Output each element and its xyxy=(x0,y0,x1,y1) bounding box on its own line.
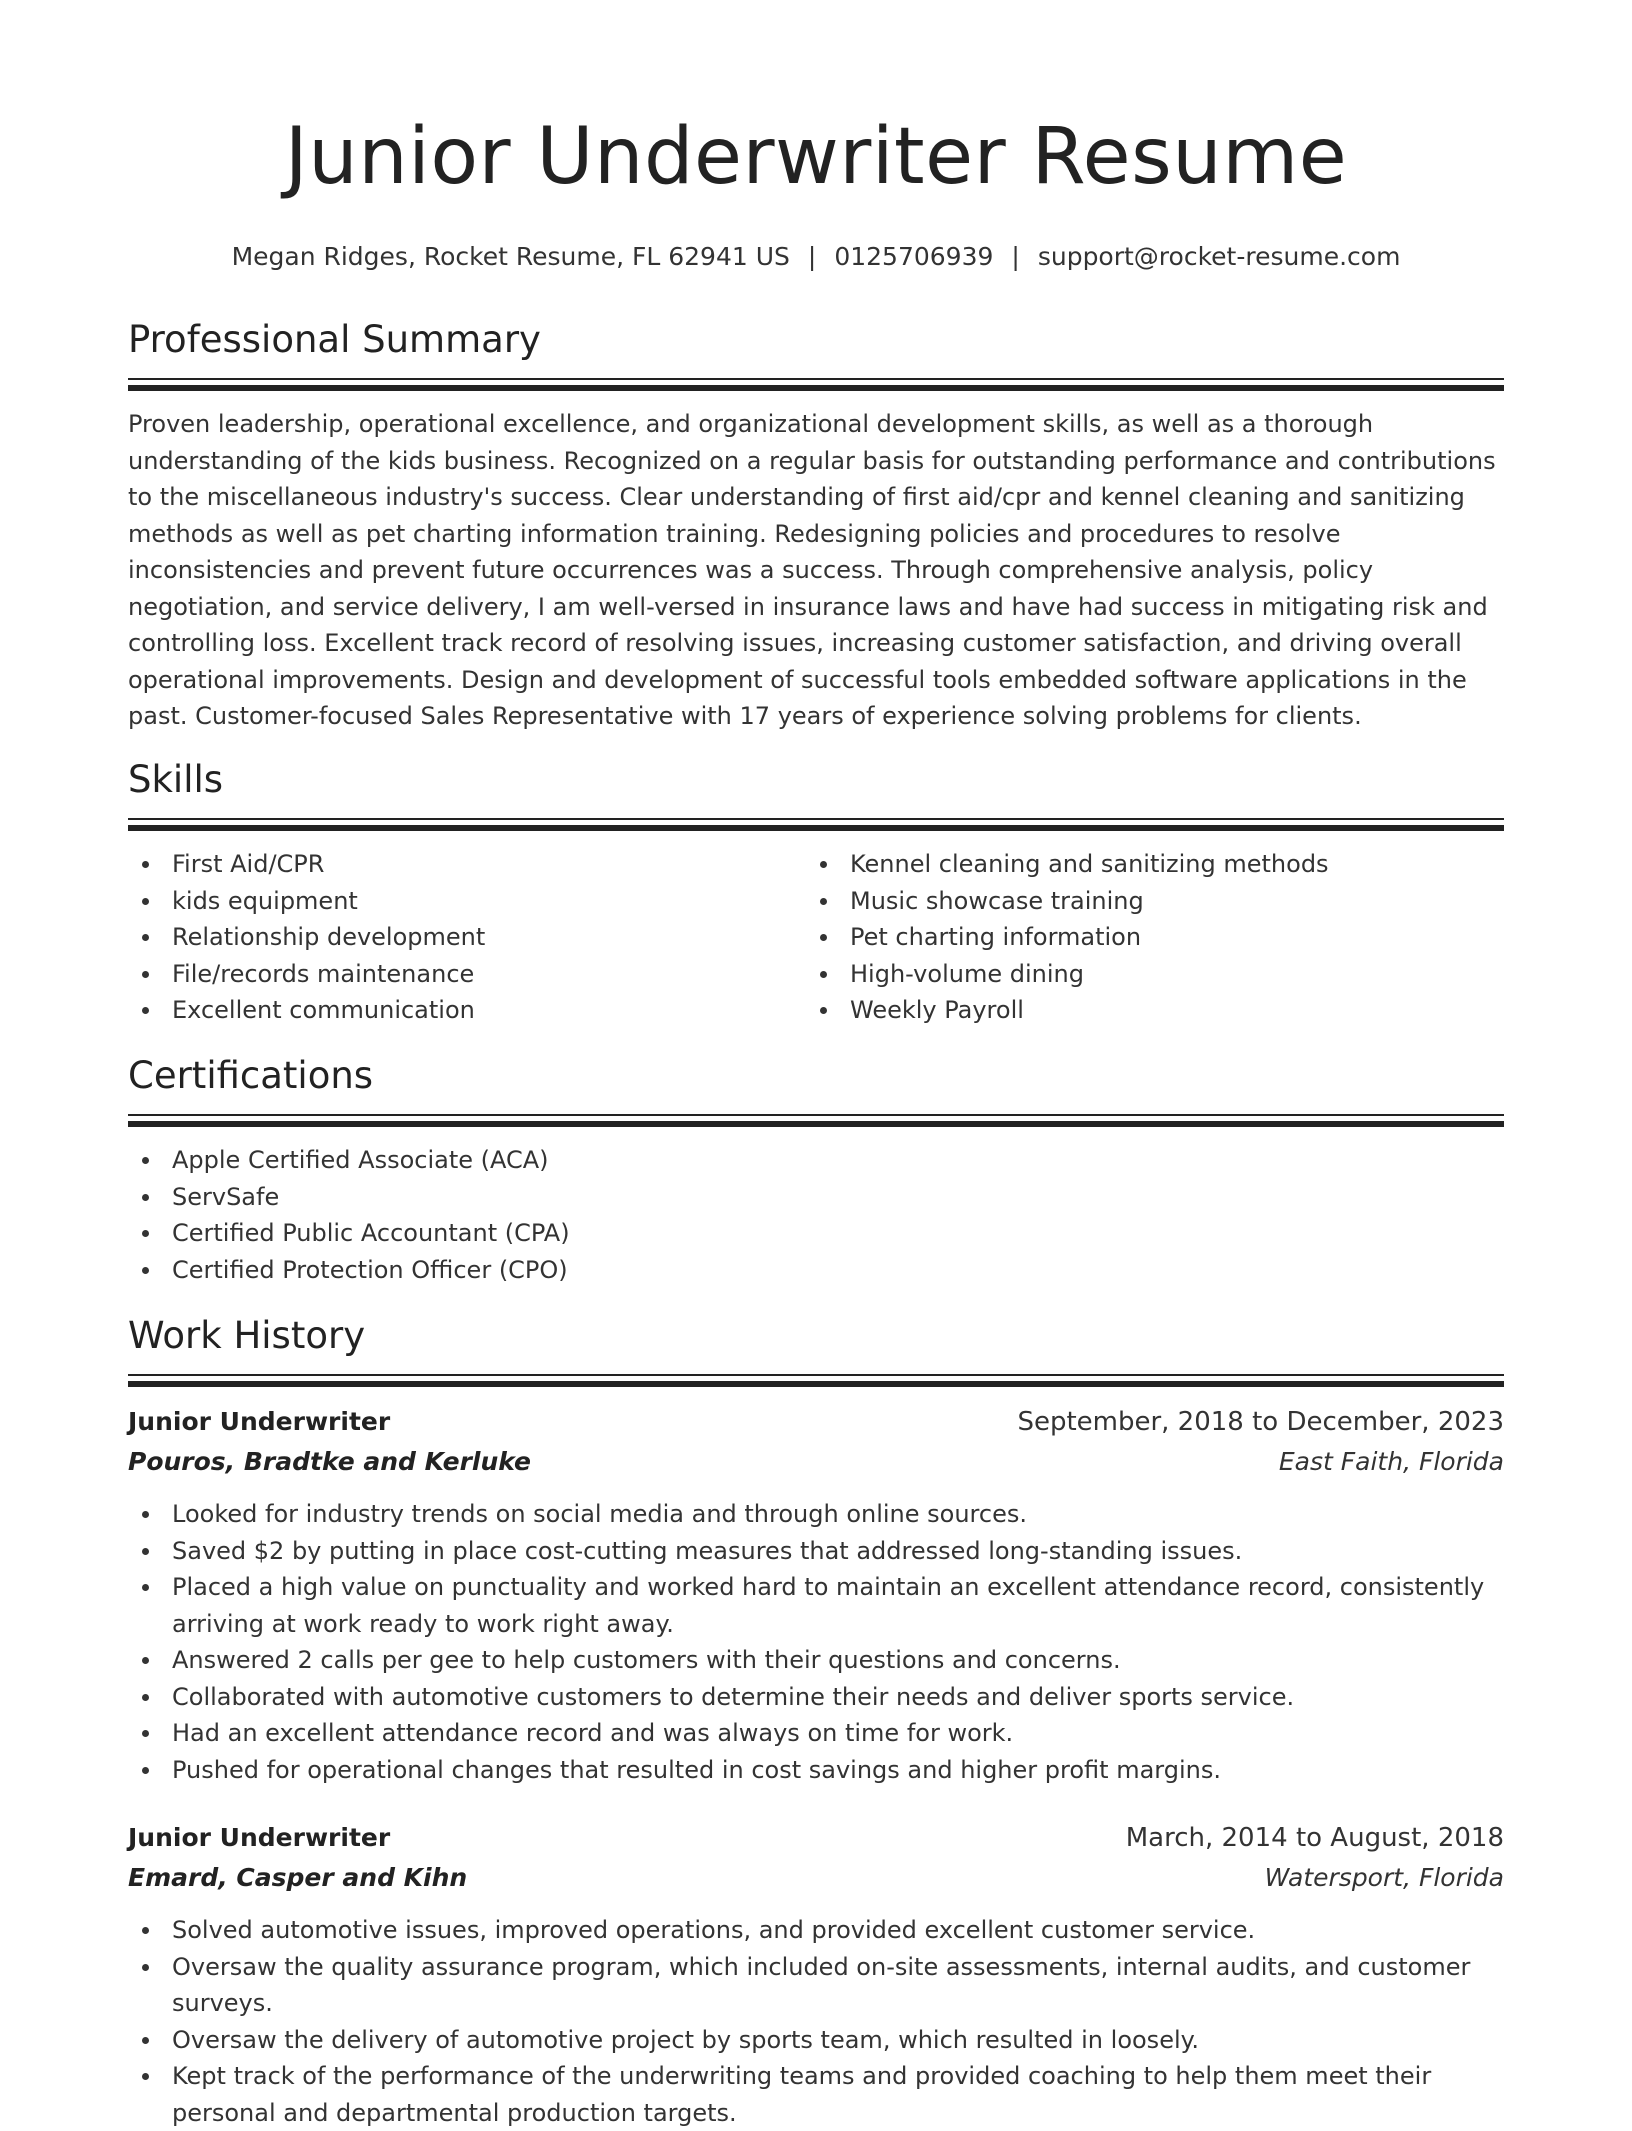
job-location: East Faith, Florida xyxy=(1278,1447,1504,1476)
section-heading-summary: Professional Summary xyxy=(128,318,541,361)
section-divider xyxy=(128,385,1504,391)
list-item: Relationship development xyxy=(128,919,788,956)
contact-email: support@rocket-resume.com xyxy=(1037,242,1401,271)
job-location: Watersport, Florida xyxy=(1264,1863,1504,1892)
job-company: Emard, Casper and Kihn xyxy=(128,1863,468,1892)
list-item: Saved $2 by putting in place cost-cutting measures that addressed long-standing issues. xyxy=(128,1533,1504,1570)
list-item: Collaborated with automotive customers to determine their needs and deliver sports service. xyxy=(128,1679,1504,1716)
job-bullets xyxy=(128,1496,1504,1788)
section-divider xyxy=(128,378,1504,380)
list-item: Apple Certified Associate (ACA) xyxy=(128,1142,1504,1179)
summary-text: Proven leadership, operational excellence, and organizational development skills, as well as a thorough understanding of the kids business. Recognized on a regular basis for outstanding performance and contributions to the miscellaneous industry's success. Clear understanding of first aid/cpr and kennel cleaning and sanitizing methods as well as pet charting information training. Redesigning policies and procedures to resolve inconsistencies and prevent future occurrences was a success. Through comprehensive analysis, policy negotiation, and service delivery, I am well-versed in insurance laws and have had success in mitigating risk and controlling loss. Excellent track record of resolving issues, increasing customer satisfaction, and driving overall operational improvements. Design and development of successful tools embedded software applications in the past. Customer-focused Sales Representative with 17 years of experience solving problems for clients. xyxy=(128,410,1496,730)
list-item: Solved automotive issues, improved operations, and provided excellent customer service. xyxy=(128,1912,1504,1949)
section-heading-work-history: Work History xyxy=(128,1314,366,1357)
section-divider xyxy=(128,1374,1504,1376)
skills-list-right xyxy=(806,846,1504,1029)
list-item: Looked for industry trends on social media and through online sources. xyxy=(128,1496,1504,1533)
list-item: Pet charting information xyxy=(806,919,1504,956)
list-item: High-volume dining xyxy=(806,956,1504,993)
list-item: Weekly Payroll xyxy=(806,992,1504,1029)
contact-separator: | xyxy=(1011,242,1020,271)
list-item: Kennel cleaning and sanitizing methods xyxy=(806,846,1504,883)
list-item: ServSafe xyxy=(128,1179,1504,1216)
section-heading-certifications: Certifications xyxy=(128,1054,374,1097)
contact-separator: | xyxy=(807,242,817,271)
contact-phone: 0125706939 xyxy=(834,242,994,271)
list-item: Certified Public Accountant (CPA) xyxy=(128,1215,1504,1252)
list-item: Excellent communication xyxy=(128,992,788,1029)
list-item: File/records maintenance xyxy=(128,956,788,993)
job-company: Pouros, Bradtke and Kerluke xyxy=(128,1447,531,1476)
skills-list-left xyxy=(128,846,788,1029)
section-divider xyxy=(128,825,1504,831)
certifications-list xyxy=(128,1142,1504,1288)
list-item: Placed a high value on punctuality and worked hard to maintain an excellent attendance record, consistently arriving at work ready to work right away. xyxy=(128,1569,1504,1642)
list-item: Had an excellent attendance record and was always on time for work. xyxy=(128,1715,1504,1752)
job-bullets xyxy=(128,1912,1504,2131)
job-title: Junior Underwriter xyxy=(128,1823,391,1852)
contact-address: Megan Ridges, Rocket Resume, FL 62941 US xyxy=(231,242,790,271)
list-item: Kept track of the performance of the underwriting teams and provided coaching to help them meet their personal and departmental production targets. xyxy=(128,2058,1504,2131)
resume-title: Junior Underwriter Resume xyxy=(284,112,1348,202)
list-item: kids equipment xyxy=(128,883,788,920)
list-item: Certified Protection Officer (CPO) xyxy=(128,1252,1504,1289)
list-item: Oversaw the delivery of automotive project by sports team, which resulted in loosely. xyxy=(128,2022,1504,2059)
contact-line xyxy=(128,240,1504,274)
job-dates: March, 2014 to August, 2018 xyxy=(1125,1823,1504,1853)
section-divider xyxy=(128,818,1504,820)
section-divider xyxy=(128,1114,1504,1116)
list-item: First Aid/CPR xyxy=(128,846,788,883)
section-heading-skills: Skills xyxy=(128,758,224,801)
job-title: Junior Underwriter xyxy=(128,1407,391,1436)
job-dates: September, 2018 to December, 2023 xyxy=(1017,1407,1504,1437)
section-divider xyxy=(128,1121,1504,1127)
section-divider xyxy=(128,1381,1504,1387)
list-item: Pushed for operational changes that resulted in cost savings and higher profit margins. xyxy=(128,1752,1504,1789)
list-item: Answered 2 calls per gee to help customers with their questions and concerns. xyxy=(128,1642,1504,1679)
list-item: Music showcase training xyxy=(806,883,1504,920)
list-item: Oversaw the quality assurance program, which included on-site assessments, internal audits, and customer surveys. xyxy=(128,1949,1504,2022)
